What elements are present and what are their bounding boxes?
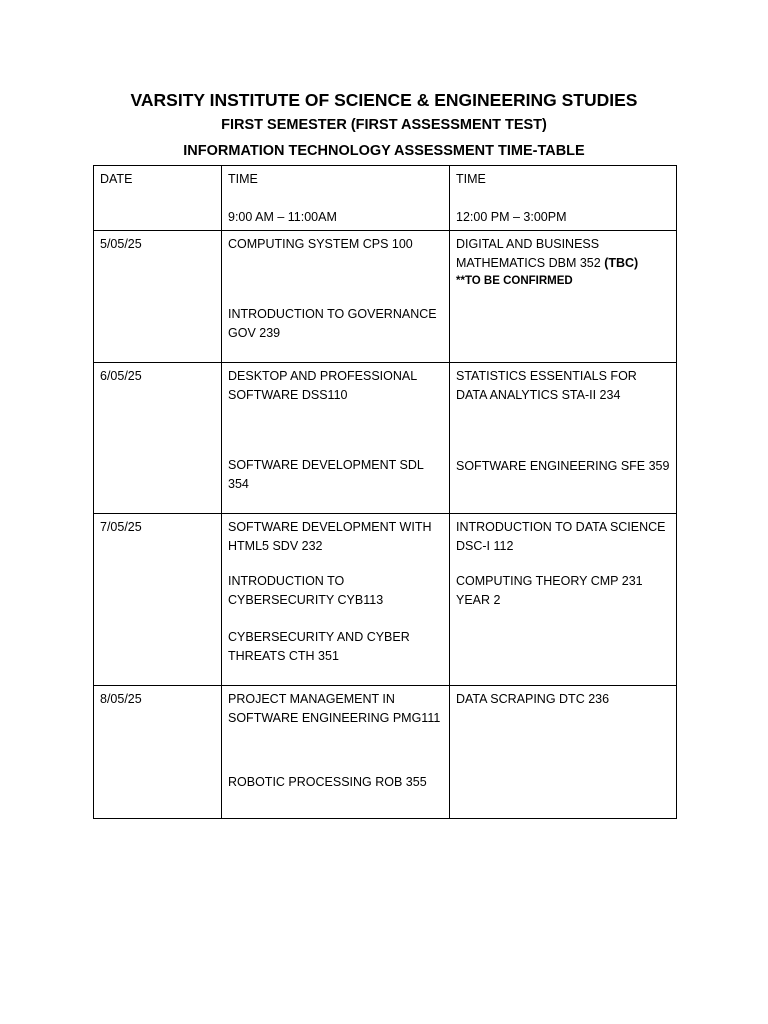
date-value: 8/05/25 xyxy=(100,692,142,706)
row-date xyxy=(94,686,222,819)
date-value: 7/05/25 xyxy=(100,520,142,534)
confirmation-note: **TO BE CONFIRMED xyxy=(456,275,573,287)
afternoon-cell xyxy=(450,363,677,514)
header-morning-label: TIME xyxy=(228,172,258,186)
afternoon-cell xyxy=(450,514,677,686)
table-row xyxy=(94,231,677,363)
date-value: 6/05/25 xyxy=(100,369,142,383)
exam-entry: SOFTWARE DEVELOPMENT SDL 354 xyxy=(228,458,424,491)
morning-cell xyxy=(222,686,450,819)
header-morning-time: 9:00 AM – 11:00AM xyxy=(228,210,337,224)
header-date-label: DATE xyxy=(100,172,133,186)
institute-title: VARSITY INSTITUTE OF SCIENCE & ENGINEERING STUDIES xyxy=(130,90,638,110)
exam-entry: COMPUTING SYSTEM CPS 100 xyxy=(228,237,413,251)
exam-entry: SOFTWARE DEVELOPMENT WITH HTML5 SDV 232 xyxy=(228,520,432,553)
header-date xyxy=(94,166,222,231)
header-afternoon-time: 12:00 PM – 3:00PM xyxy=(456,210,567,224)
exam-entry: INTRODUCTION TO CYBERSECURITY CYB113 xyxy=(228,574,384,607)
exam-entry: COMPUTING THEORY CMP 231 YEAR 2 xyxy=(456,574,643,607)
exam-entry xyxy=(456,235,670,273)
exam-entry: STATISTICS ESSENTIALS FOR DATA ANALYTICS STA-II 234 xyxy=(456,369,637,402)
exam-entry: DESKTOP AND PROFESSIONAL SOFTWARE DSS110 xyxy=(228,369,417,402)
table-header-row xyxy=(94,166,677,231)
table-row xyxy=(94,686,677,819)
exam-entry: DATA SCRAPING DTC 236 xyxy=(456,692,610,706)
exam-entry: CYBERSECURITY AND CYBER THREATS CTH 351 xyxy=(228,630,410,663)
timetable-title: INFORMATION TECHNOLOGY ASSESSMENT TIME-TABLE xyxy=(183,143,585,159)
exam-entry: INTRODUCTION TO GOVERNANCE GOV 239 xyxy=(228,307,437,340)
header-afternoon-label: TIME xyxy=(456,172,486,186)
date-value: 5/05/25 xyxy=(100,237,142,251)
tbc-tag: (TBC) xyxy=(604,256,639,270)
row-date xyxy=(94,363,222,514)
row-date xyxy=(94,514,222,686)
timetable xyxy=(93,165,677,819)
row-date xyxy=(94,231,222,363)
exam-entry: ROBOTIC PROCESSING ROB 355 xyxy=(228,775,427,789)
afternoon-cell xyxy=(450,231,677,363)
document-header xyxy=(0,88,768,164)
afternoon-cell xyxy=(450,686,677,819)
morning-cell xyxy=(222,514,450,686)
morning-cell xyxy=(222,231,450,363)
table-row xyxy=(94,514,677,686)
exam-entry: PROJECT MANAGEMENT IN SOFTWARE ENGINEERING PMG111 xyxy=(228,692,441,725)
semester-subtitle: FIRST SEMESTER (FIRST ASSESSMENT TEST) xyxy=(221,117,547,133)
exam-entry-text: DIGITAL AND BUSINESS MATHEMATICS DBM 352 xyxy=(456,237,601,270)
table-row xyxy=(94,363,677,514)
exam-entry: INTRODUCTION TO DATA SCIENCE DSC-I 112 xyxy=(456,520,666,553)
exam-entry: SOFTWARE ENGINEERING SFE 359 xyxy=(456,459,670,473)
morning-cell xyxy=(222,363,450,514)
header-afternoon xyxy=(450,166,677,231)
header-morning xyxy=(222,166,450,231)
